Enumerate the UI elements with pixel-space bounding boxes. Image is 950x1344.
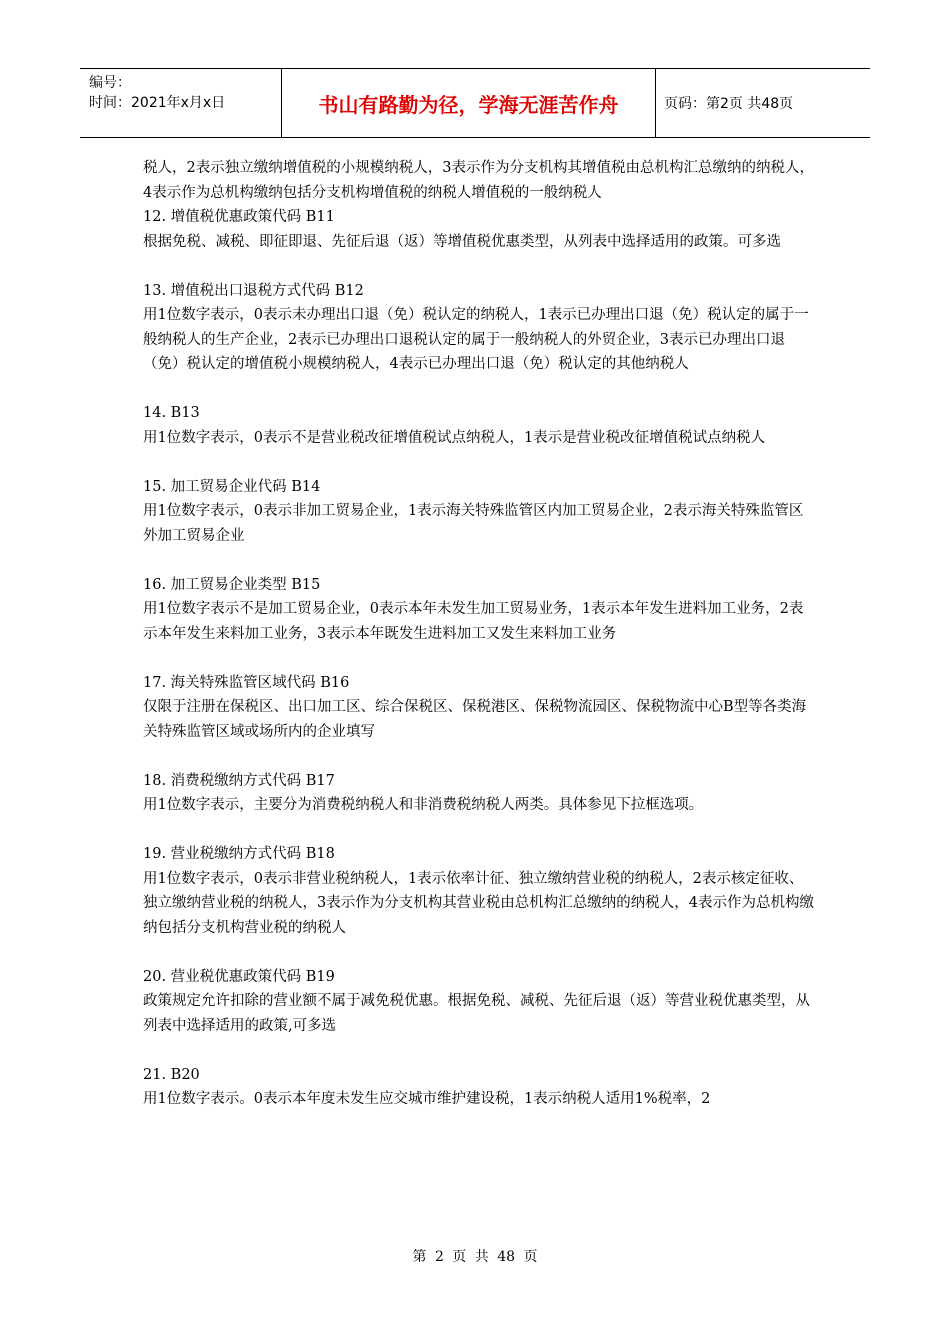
item-body: 仅限于注册在保税区、出口加工区、综合保税区、保税港区、保税物流园区、保税物流中心B型等各类海关特殊监管区域或场所内的企业填写 xyxy=(143,699,807,740)
item-body: 用1位数字表示不是加工贸易企业，0表示本年未发生加工贸易业务，1表示本年发生进料加工业务，2表示本年发生来料加工业务，3表示本年既发生进料加工又发生来料加工业务 xyxy=(143,601,804,642)
header-meta xyxy=(80,69,282,137)
item-body: 用1位数字表示，0表示不是营业税改征增值税试点纳税人，1表示是营业税改征增值税试点纳税人 xyxy=(143,429,766,446)
header-motto: 书山有路勤为径，学海无涯苦作舟 xyxy=(282,69,656,137)
item-17 xyxy=(143,671,815,745)
item-16 xyxy=(143,573,815,647)
item-12 xyxy=(143,205,815,254)
item-title: 21. B20 xyxy=(143,1066,200,1083)
document-body xyxy=(143,156,815,1136)
item-body: 用1位数字表示，主要分为消费税纳税人和非消费税纳税人两类。具体参见下拉框选项。 xyxy=(143,797,704,813)
item-14 xyxy=(143,401,815,450)
item-title: 19. 营业税缴纳方式代码 B18 xyxy=(143,846,335,862)
item-body: 用1位数字表示。0表示本年度未发生应交城市维护建设税，1表示纳税人适用1%税率，2 xyxy=(143,1091,711,1107)
document-number-label: 编号： xyxy=(89,75,131,91)
item-19 xyxy=(143,842,815,940)
item-body: 用1位数字表示，0表示未办理出口退（免）税认定的纳税人，1表示已办理出口退（免）税认定的属于一般纳税人的生产企业，2表示已办理出口退税认定的属于一般纳税人的外贸企业，3表示已办理出口退（免）税认定的增值税小规模纳税人，4表示已办理出口退（免）税认定的其他纳税人 xyxy=(143,307,809,372)
item-title: 14. B13 xyxy=(143,405,200,421)
item-title: 17. 海关特殊监管区域代码 B16 xyxy=(143,674,350,691)
intro-paragraph: 税人，2表示独立缴纳增值税的小规模纳税人，3表示作为分支机构其增值税由总机构汇总缴纳的纳税人，4表示作为总机构缴纳包括分支机构增值税的纳税人增值税的一般纳税人 xyxy=(143,160,814,201)
item-title: 12. 增值税优惠政策代码 B11 xyxy=(143,209,335,225)
item-18 xyxy=(143,769,815,818)
header-page-label: 页码：第2页 共48页 xyxy=(664,96,794,112)
document-time-label: 时间：2021年x月x日 xyxy=(89,95,226,111)
item-body: 根据免税、减税、即征即退、先征后退（返）等增值税优惠类型，从列表中选择适用的政策。可多选 xyxy=(143,233,781,250)
item-title: 18. 消费税缴纳方式代码 B17 xyxy=(143,772,335,789)
item-body: 政策规定允许扣除的营业额不属于减免税优惠。根据免税、减税、先征后退（返）等营业税优惠类型，从列表中选择适用的政策,可多选 xyxy=(143,993,810,1034)
item-body: 用1位数字表示，0表示非加工贸易企业，1表示海关特殊监管区内加工贸易企业，2表示海关特殊监管区外加工贸易企业 xyxy=(143,503,804,544)
page-header xyxy=(80,68,870,138)
item-title: 20. 营业税优惠政策代码 B19 xyxy=(143,968,335,985)
item-20 xyxy=(143,965,815,1039)
item-21 xyxy=(143,1063,815,1112)
item-title: 13. 增值税出口退税方式代码 B12 xyxy=(143,282,364,299)
item-13 xyxy=(143,279,815,377)
item-title: 15. 加工贸易企业代码 B14 xyxy=(143,478,321,495)
item-title: 16. 加工贸易企业类型 B15 xyxy=(143,576,321,593)
page-footer: 第 2 页 共 48 页 xyxy=(412,1249,538,1265)
item-body: 用1位数字表示，0表示非营业税纳税人，1表示依率计征、独立缴纳营业税的纳税人，2表示核定征收、独立缴纳营业税的纳税人，3表示作为分支机构其营业税由总机构汇总缴纳的纳税人，4表示作为总机构缴纳包括分支机构营业税的纳税人 xyxy=(143,870,814,936)
item-15 xyxy=(143,475,815,549)
